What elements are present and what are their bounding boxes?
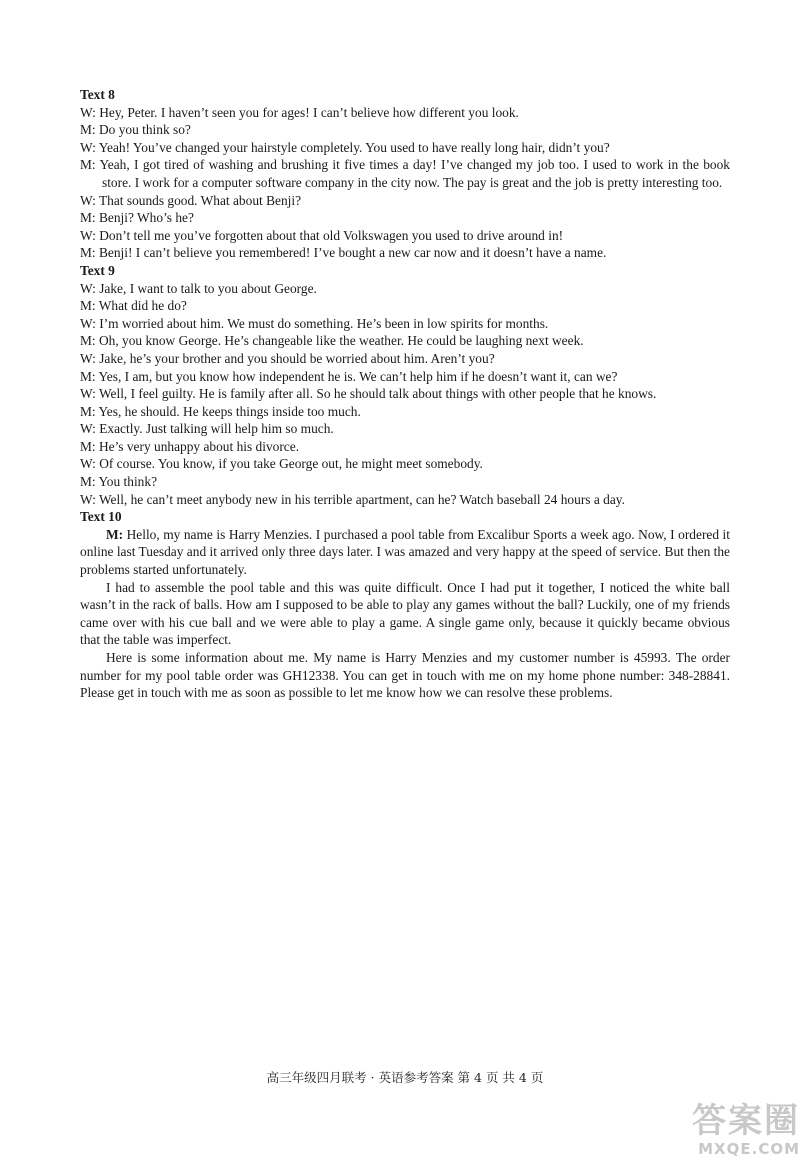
dialogue-line: M: Oh, you know George. He’s changeable like the weather. He could be laughing next week.	[80, 333, 584, 349]
text10-monologue	[80, 526, 730, 702]
dialogue-line: M: What did he do?	[80, 298, 187, 314]
paragraph-text: Hello, my name is Harry Menzies. I purchased a pool table from Excalibur Sports a week ago. Now, I ordered it online last Tuesday and it arrived only three days later. I was amazed and very happy at the speed of service. But then the problems started unfortunately.	[80, 526, 730, 578]
dialogue-line: M: Yes, I am, but you know how independent he is. We can’t help him if he doesn’t want it, can we?	[80, 368, 618, 384]
page-footer: 高三年级四月联考 · 英语参考答案 第 4 页 共 4 页	[266, 1070, 544, 1085]
dialogue-line: W: I’m worried about him. We must do something. He’s been in low spirits for months.	[80, 315, 549, 331]
dialogue-line: M: Benji? Who’s he?	[80, 210, 194, 226]
dialogue-line: W: That sounds good. What about Benji?	[80, 192, 302, 208]
speaker-label: M:	[106, 526, 124, 542]
watermark-chars: 答案圈	[692, 1101, 800, 1141]
dialogue-line: W: Of course. You know, if you take George out, he might meet somebody.	[80, 456, 483, 472]
dialogue-line: W: Well, I feel guilty. He is family after all. So he should talk about things with other people that he knows.	[80, 386, 657, 402]
dialogue-line: W: Don’t tell me you’ve forgotten about that old Volkswagen you used to drive around in!	[80, 227, 564, 243]
dialogue-line: W: Well, he can’t meet anybody new in his terrible apartment, can he? Watch baseball 24 hours a day.	[80, 491, 625, 507]
text10-heading: Text 10	[80, 509, 122, 525]
dialogue-line: M: Do you think so?	[80, 122, 191, 138]
dialogue-line: W: Hey, Peter. I haven’t seen you for ages! I can’t believe how different you look.	[80, 104, 519, 120]
text8-heading: Text 8	[80, 87, 115, 102]
dialogue-line: W: Yeah! You’ve changed your hairstyle completely. You used to have really long hair, didn’t you?	[80, 139, 610, 155]
document-body	[80, 86, 730, 702]
dialogue-line: M: Yeah, I got tired of washing and brushing it five times a day! I’ve changed my job too. I used to work in the book store. I work for a computer software company in the city now. The pay is great and the job is pretty interesting too.	[80, 157, 730, 190]
dialogue-line: M: He’s very unhappy about his divorce.	[80, 438, 300, 454]
dialogue-line: W: Jake, he’s your brother and you should be worried about him. Aren’t you?	[80, 350, 495, 366]
dialogue-line: M: Yes, he should. He keeps things inside too much.	[80, 403, 361, 419]
watermark-logo	[650, 1102, 800, 1164]
text9-dialogue	[80, 280, 730, 509]
dialogue-line: W: Jake, I want to talk to you about George.	[80, 280, 317, 296]
monologue-paragraph: I had to assemble the pool table and this was quite difficult. Once I had put it together, I noticed the white ball wasn’t in the rack of balls. How am I supposed to be able to play any games without the ball? Luckily, one of my friends came over with his cue ball and we were able to play a game. A single game only, because it quickly became obvious that the table was imperfect.	[80, 579, 730, 648]
text9-heading: Text 9	[80, 262, 115, 278]
monologue-paragraph	[80, 526, 730, 579]
dialogue-line: W: Exactly. Just talking will help him so much.	[80, 421, 334, 437]
monologue-paragraph: Here is some information about me. My name is Harry Menzies and my customer number is 45993. The order number for my pool table order was GH12338. You can get in touch with me on my home phone number: 348-28841. Please get in touch with me as soon as possible to let me know how we can resolve these problems.	[80, 650, 730, 701]
text8-dialogue	[80, 104, 730, 262]
watermark-domain: MXQE.COM	[698, 1140, 800, 1158]
dialogue-line: M: You think?	[80, 474, 158, 490]
dialogue-line: M: Benji! I can’t believe you remembered! I’ve bought a new car now and it doesn’t have a name.	[80, 245, 607, 261]
